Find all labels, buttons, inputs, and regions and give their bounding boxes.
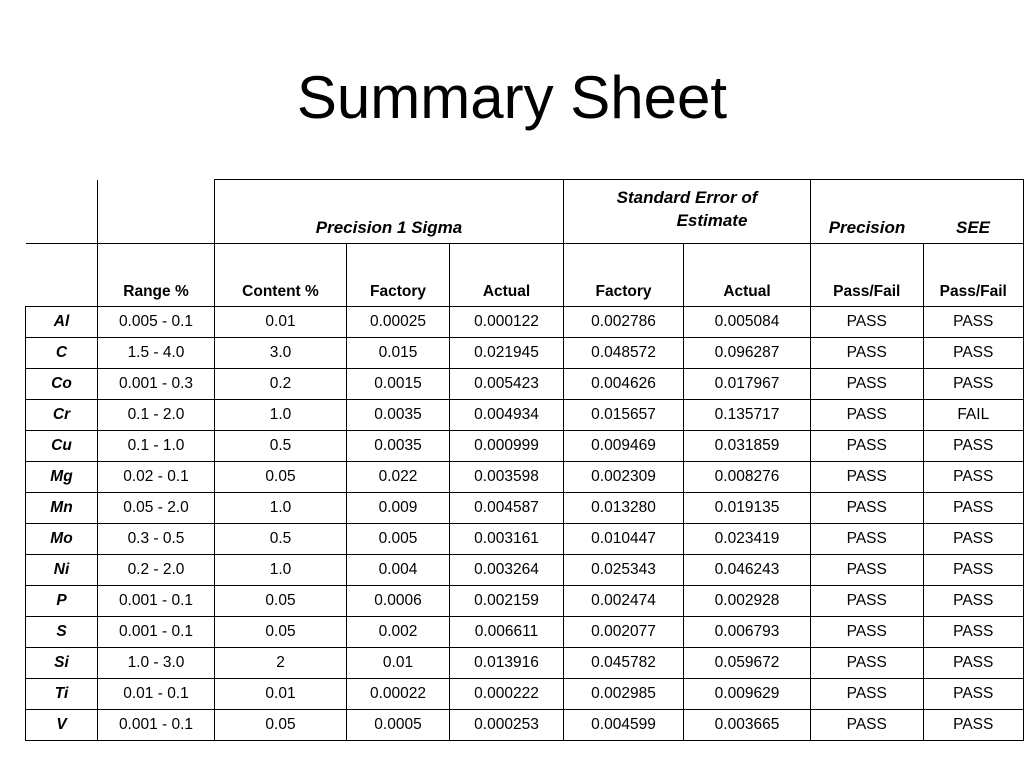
cell-prec-factory: 0.002 <box>347 617 450 648</box>
cell-prec-actual: 0.004934 <box>450 400 564 431</box>
header-see-line1: Standard Error of <box>616 188 758 207</box>
cell-element: P <box>26 586 98 617</box>
header-group-row <box>26 180 1024 244</box>
cell-content: 1.0 <box>215 555 347 586</box>
page-title: Summary Sheet <box>296 64 728 131</box>
cell-see-factory: 0.002077 <box>564 617 684 648</box>
cell-prec-passfail: PASS <box>811 400 924 431</box>
column-header-see-actual: Actual <box>684 244 811 307</box>
cell-element: V <box>26 710 98 741</box>
cell-prec-passfail: PASS <box>811 710 924 741</box>
cell-see-passfail: PASS <box>923 431 1023 462</box>
cell-prec-actual: 0.006611 <box>450 617 564 648</box>
cell-content: 1.0 <box>215 493 347 524</box>
cell-prec-passfail: PASS <box>811 493 924 524</box>
cell-prec-passfail: PASS <box>811 369 924 400</box>
cell-see-actual: 0.023419 <box>684 524 811 555</box>
header-pf-precision: Precision <box>828 218 906 237</box>
cell-element: Co <box>26 369 98 400</box>
cell-see-actual: 0.135717 <box>684 400 811 431</box>
cell-range: 0.02 - 0.1 <box>98 462 215 493</box>
cell-content: 0.05 <box>215 586 347 617</box>
cell-element: Ti <box>26 679 98 710</box>
cell-prec-factory: 0.015 <box>347 338 450 369</box>
header-empty-cell <box>26 244 98 307</box>
cell-prec-factory: 0.0015 <box>347 369 450 400</box>
cell-see-factory: 0.002786 <box>564 307 684 338</box>
table-body <box>26 180 1024 741</box>
cell-see-factory: 0.002985 <box>564 679 684 710</box>
cell-element: Ni <box>26 555 98 586</box>
cell-prec-actual: 0.000122 <box>450 307 564 338</box>
cell-element: C <box>26 338 98 369</box>
cell-prec-actual: 0.002159 <box>450 586 564 617</box>
cell-see-passfail: PASS <box>923 338 1023 369</box>
cell-prec-passfail: PASS <box>811 307 924 338</box>
cell-see-factory: 0.025343 <box>564 555 684 586</box>
cell-see-factory: 0.013280 <box>564 493 684 524</box>
table-row <box>26 462 1024 493</box>
cell-content: 0.05 <box>215 710 347 741</box>
cell-see-factory: 0.004599 <box>564 710 684 741</box>
cell-range: 1.0 - 3.0 <box>98 648 215 679</box>
cell-element: S <box>26 617 98 648</box>
table-row <box>26 555 1024 586</box>
cell-content: 0.05 <box>215 462 347 493</box>
column-header-prec-passfail: Pass/Fail <box>811 244 924 307</box>
table-row <box>26 369 1024 400</box>
cell-see-passfail: PASS <box>923 586 1023 617</box>
cell-range: 0.001 - 0.1 <box>98 710 215 741</box>
cell-prec-passfail: PASS <box>811 648 924 679</box>
table-row <box>26 493 1024 524</box>
column-header-range: Range % <box>98 244 215 307</box>
cell-content: 0.5 <box>215 524 347 555</box>
cell-see-passfail: PASS <box>923 617 1023 648</box>
cell-range: 0.001 - 0.1 <box>98 586 215 617</box>
header-see-line2: Estimate <box>676 211 748 230</box>
cell-element: Cu <box>26 431 98 462</box>
cell-prec-factory: 0.022 <box>347 462 450 493</box>
cell-see-passfail: PASS <box>923 369 1023 400</box>
cell-prec-factory: 0.0035 <box>347 400 450 431</box>
cell-see-actual: 0.031859 <box>684 431 811 462</box>
cell-prec-passfail: PASS <box>811 431 924 462</box>
header-empty-cell <box>98 180 215 244</box>
table-row <box>26 648 1024 679</box>
cell-prec-passfail: PASS <box>811 524 924 555</box>
cell-prec-actual: 0.003598 <box>450 462 564 493</box>
cell-see-passfail: PASS <box>923 307 1023 338</box>
table-row <box>26 307 1024 338</box>
cell-content: 0.5 <box>215 431 347 462</box>
column-header-see-factory: Factory <box>564 244 684 307</box>
cell-prec-actual: 0.003264 <box>450 555 564 586</box>
cell-see-actual: 0.003665 <box>684 710 811 741</box>
cell-prec-factory: 0.0035 <box>347 431 450 462</box>
cell-element: Mo <box>26 524 98 555</box>
cell-range: 0.05 - 2.0 <box>98 493 215 524</box>
cell-prec-factory: 0.005 <box>347 524 450 555</box>
table-row <box>26 586 1024 617</box>
cell-prec-actual: 0.021945 <box>450 338 564 369</box>
cell-content: 3.0 <box>215 338 347 369</box>
header-see-group <box>564 180 811 244</box>
cell-see-factory: 0.045782 <box>564 648 684 679</box>
cell-see-actual: 0.059672 <box>684 648 811 679</box>
cell-range: 0.005 - 0.1 <box>98 307 215 338</box>
cell-see-actual: 0.096287 <box>684 338 811 369</box>
cell-prec-factory: 0.0005 <box>347 710 450 741</box>
cell-see-passfail: PASS <box>923 648 1023 679</box>
cell-see-passfail: PASS <box>923 493 1023 524</box>
cell-see-actual: 0.046243 <box>684 555 811 586</box>
cell-element: Al <box>26 307 98 338</box>
cell-content: 1.0 <box>215 400 347 431</box>
cell-see-factory: 0.009469 <box>564 431 684 462</box>
cell-content: 0.01 <box>215 679 347 710</box>
table-row <box>26 710 1024 741</box>
cell-see-passfail: PASS <box>923 710 1023 741</box>
cell-see-factory: 0.004626 <box>564 369 684 400</box>
cell-see-passfail: FAIL <box>923 400 1023 431</box>
cell-range: 0.1 - 1.0 <box>98 431 215 462</box>
cell-prec-actual: 0.004587 <box>450 493 564 524</box>
cell-see-actual: 0.006793 <box>684 617 811 648</box>
table-row <box>26 679 1024 710</box>
column-header-see-passfail: Pass/Fail <box>923 244 1023 307</box>
cell-element: Mg <box>26 462 98 493</box>
cell-content: 0.05 <box>215 617 347 648</box>
cell-see-passfail: PASS <box>923 679 1023 710</box>
cell-see-actual: 0.008276 <box>684 462 811 493</box>
table-row <box>26 400 1024 431</box>
cell-content: 2 <box>215 648 347 679</box>
cell-prec-passfail: PASS <box>811 338 924 369</box>
cell-range: 0.2 - 2.0 <box>98 555 215 586</box>
cell-prec-factory: 0.004 <box>347 555 450 586</box>
table-row <box>26 524 1024 555</box>
cell-prec-factory: 0.009 <box>347 493 450 524</box>
summary-table <box>25 179 1024 741</box>
cell-prec-passfail: PASS <box>811 586 924 617</box>
table-row <box>26 617 1024 648</box>
column-header-prec-actual: Actual <box>450 244 564 307</box>
header-empty-cell <box>26 180 98 244</box>
cell-range: 0.3 - 0.5 <box>98 524 215 555</box>
cell-see-actual: 0.005084 <box>684 307 811 338</box>
cell-range: 0.001 - 0.1 <box>98 617 215 648</box>
cell-prec-factory: 0.00025 <box>347 307 450 338</box>
cell-see-actual: 0.002928 <box>684 586 811 617</box>
table-row <box>26 431 1024 462</box>
cell-see-factory: 0.010447 <box>564 524 684 555</box>
header-passfail-group <box>811 180 1024 244</box>
cell-range: 0.001 - 0.3 <box>98 369 215 400</box>
column-header-content: Content % <box>215 244 347 307</box>
cell-element: Mn <box>26 493 98 524</box>
cell-prec-actual: 0.000222 <box>450 679 564 710</box>
cell-see-factory: 0.015657 <box>564 400 684 431</box>
cell-see-passfail: PASS <box>923 462 1023 493</box>
cell-see-passfail: PASS <box>923 555 1023 586</box>
cell-prec-actual: 0.000999 <box>450 431 564 462</box>
header-precision-group: Precision 1 Sigma <box>215 180 564 244</box>
cell-prec-factory: 0.0006 <box>347 586 450 617</box>
table-row <box>26 338 1024 369</box>
cell-content: 0.2 <box>215 369 347 400</box>
cell-prec-factory: 0.00022 <box>347 679 450 710</box>
cell-range: 0.1 - 2.0 <box>98 400 215 431</box>
cell-see-actual: 0.009629 <box>684 679 811 710</box>
cell-prec-actual: 0.000253 <box>450 710 564 741</box>
cell-prec-actual: 0.013916 <box>450 648 564 679</box>
cell-see-actual: 0.019135 <box>684 493 811 524</box>
cell-prec-passfail: PASS <box>811 555 924 586</box>
header-column-row <box>26 244 1024 307</box>
cell-range: 1.5 - 4.0 <box>98 338 215 369</box>
cell-prec-passfail: PASS <box>811 679 924 710</box>
cell-range: 0.01 - 0.1 <box>98 679 215 710</box>
cell-see-passfail: PASS <box>923 524 1023 555</box>
cell-prec-factory: 0.01 <box>347 648 450 679</box>
cell-see-factory: 0.002309 <box>564 462 684 493</box>
cell-prec-passfail: PASS <box>811 617 924 648</box>
column-header-prec-factory: Factory <box>347 244 450 307</box>
cell-content: 0.01 <box>215 307 347 338</box>
cell-element: Si <box>26 648 98 679</box>
cell-element: Cr <box>26 400 98 431</box>
header-pf-see: SEE <box>955 218 991 237</box>
cell-see-factory: 0.048572 <box>564 338 684 369</box>
cell-prec-passfail: PASS <box>811 462 924 493</box>
cell-see-factory: 0.002474 <box>564 586 684 617</box>
cell-see-actual: 0.017967 <box>684 369 811 400</box>
cell-prec-actual: 0.003161 <box>450 524 564 555</box>
cell-prec-actual: 0.005423 <box>450 369 564 400</box>
